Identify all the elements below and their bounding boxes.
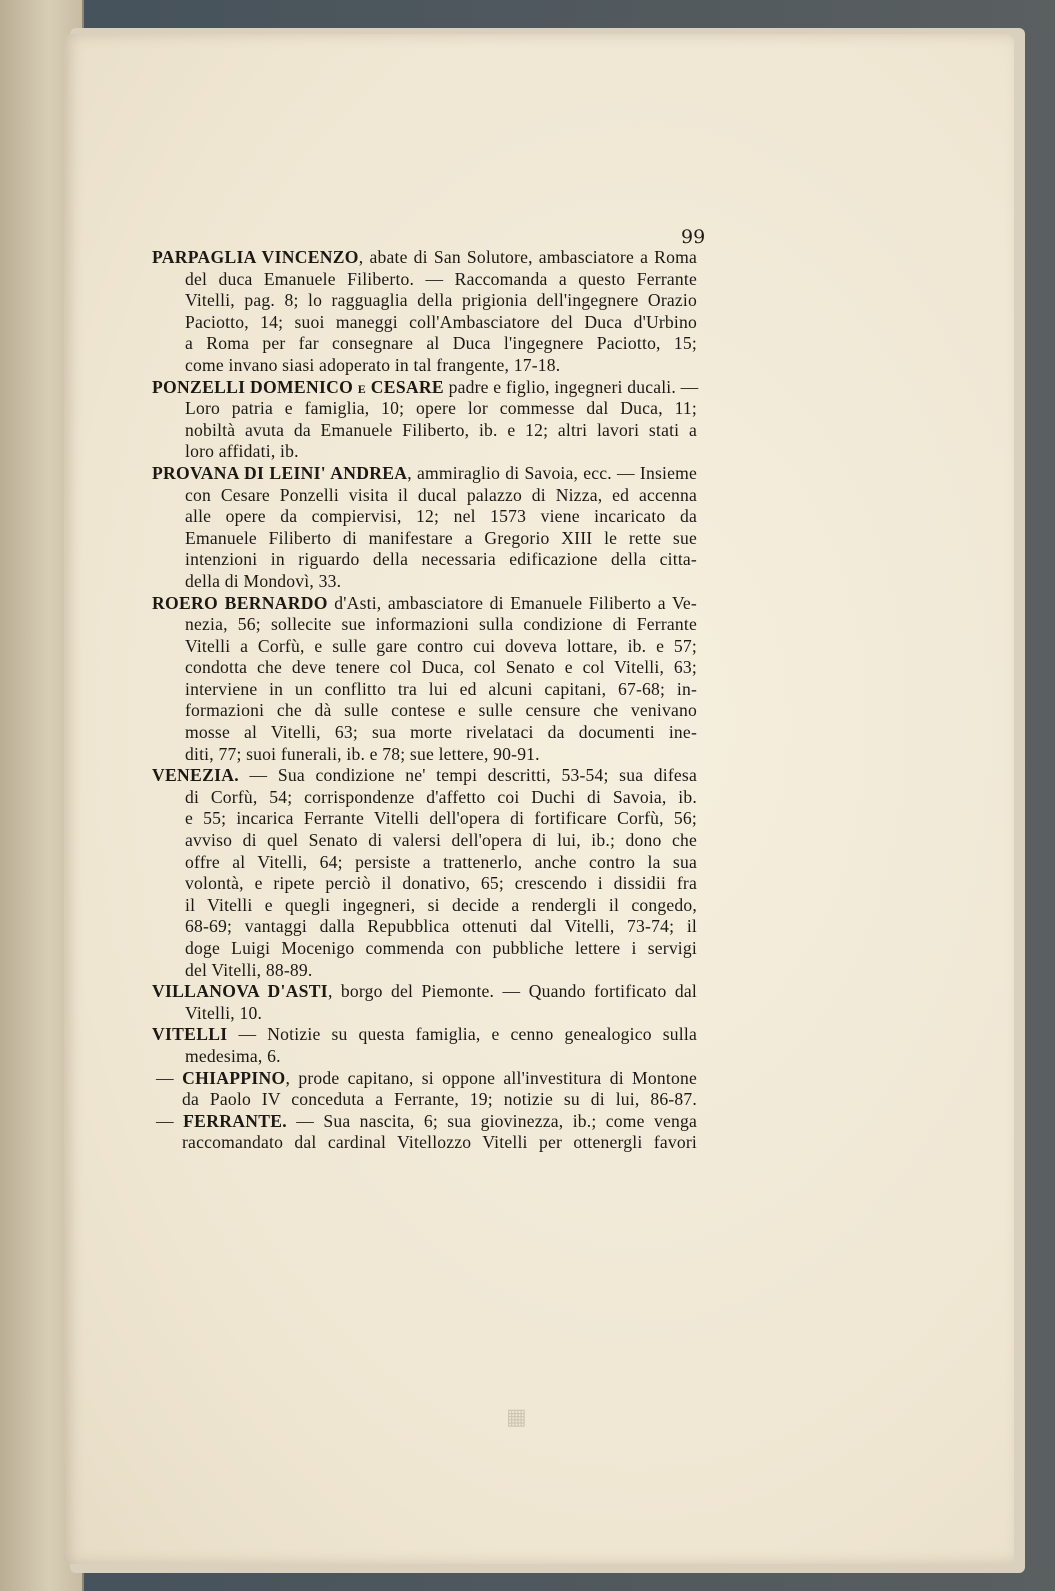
entry-heading: PARPAGLIA VINCENZO (152, 247, 359, 267)
index-entries (152, 247, 697, 1154)
entry-line: doge Luigi Mocenigo commenda con pubbliche lettere i servigi (185, 938, 697, 958)
entry-line: loro affidati, ib. (185, 441, 299, 462)
entry-line: Paciotto, 14; suoi maneggi coll'Ambasciatore del Duca d'Urbino (185, 311, 697, 332)
entry-heading: VENEZIA. (152, 765, 239, 786)
entry-line: offre al Vitelli, 64; persiste a trattenerlo, anche contro la sua (185, 851, 697, 872)
entry-first-line: VENEZIA. — Sua condizione ne' tempi descritti, 53-54; sua difesa (152, 765, 697, 786)
index-entry (152, 765, 697, 981)
index-entry (152, 1024, 697, 1067)
entry-first-line: PROVANA DI LEINI' ANDREA, ammiraglio di Savoia, ecc. — Insieme (152, 462, 698, 483)
entry-line: con Cesare Ponzelli visita il ducal palazzo di Nizza, ed accenna (185, 484, 697, 505)
entry-heading: FERRANTE. (183, 1110, 287, 1131)
entry-first-line: VILLANOVA D'ASTI, borgo del Piemonte. — Quando fortificato dal (152, 981, 697, 1002)
faint-library-stamp-icon: ▦ (506, 1405, 527, 1430)
entry-line: nobiltà avuta da Emanuele Filiberto, ib. e 12; altri lavori stati a (185, 419, 697, 440)
entry-first-line: — FERRANTE. — Sua nascita, 6; sua giovinezza, ib.; come venga (156, 1110, 697, 1131)
entry-line: della di Mondovì, 33. (185, 570, 342, 591)
entry-line: e 55; incarica Ferrante Vitelli dell'opera di fortificare Corfù, 56; (185, 808, 697, 829)
entry-line: 68-69; vantaggi dalla Repubblica ottenuti dal Vitelli, 73-74; il (185, 916, 697, 937)
entry-first-line: PARPAGLIA VINCENZO, abate di San Solutore, ambasciatore a Roma (152, 247, 697, 267)
entry-first-line: VITELLI — Notizie su questa famiglia, e cenno genealogico sulla (152, 1024, 697, 1045)
entry-line: Emanuele Filiberto di manifestare a Gregorio XIII le rette sue (185, 527, 697, 548)
entry-line: come invano siasi adoperato in tal frangente, 17-18. (185, 354, 561, 375)
entry-line: da Paolo IV conceduta a Ferrante, 19; notizie su di lui, 86-87. (182, 1089, 697, 1110)
index-entry (152, 981, 697, 1024)
index-entry (152, 377, 697, 463)
page-number: 99 (681, 226, 706, 248)
entry-first-line: PONZELLI DOMENICO e CESARE padre e figlio, ingegneri ducali. — (152, 376, 699, 397)
index-subentry (152, 1068, 697, 1111)
entry-line: alle opere da compiervisi, 12; nel 1573 viene incaricato da (185, 506, 697, 527)
entry-heading: VILLANOVA D'ASTI (152, 981, 328, 1002)
entry-line: a Roma per far consegnare al Duca l'ingegnere Paciotto, 15; (185, 333, 697, 354)
entry-line: avviso di quel Senato di valersi dell'opera di lui, ib.; dono che (185, 830, 697, 851)
index-entry (152, 463, 697, 593)
entry-line: del Vitelli, 88-89. (185, 959, 313, 980)
entry-line: Vitelli, pag. 8; lo ragguaglia della prigionia dell'ingegnere Orazio (185, 290, 697, 311)
index-entry (152, 247, 697, 377)
entry-first-line: ROERO BERNARDO d'Asti, ambasciatore di Emanuele Filiberto a Ve- (152, 592, 697, 613)
entry-heading: PROVANA DI LEINI' ANDREA (152, 462, 408, 483)
index-subentry (152, 1111, 697, 1154)
entry-heading: VITELLI (152, 1024, 228, 1045)
entry-line: nezia, 56; sollecite sue informazioni sulla condizione di Ferrante (185, 614, 697, 635)
entry-heading: PONZELLI DOMENICO e CESARE (152, 376, 444, 397)
entry-line: volontà, e ripete perciò il donativo, 65; crescendo i dissidii fra (185, 873, 697, 894)
entry-heading: ROERO BERNARDO (152, 592, 328, 613)
entry-line: Vitelli a Corfù, e sulle gare contro cui doveva lottare, ib. e 57; (185, 635, 697, 656)
entry-line: di Corfù, 54; corrispondenze d'affetto coi Duchi di Savoia, ib. (185, 786, 697, 807)
entry-line: medesima, 6. (185, 1045, 281, 1066)
entry-heading: CHIAPPINO (182, 1067, 286, 1088)
entry-line: formazioni che dà sulle contese e sulle censure che venivano (185, 700, 697, 721)
entry-line: diti, 77; suoi funerali, ib. e 78; sue lettere, 90-91. (185, 743, 540, 764)
entry-line: condotta che deve tenere col Duca, col Senato e col Vitelli, 63; (185, 657, 697, 678)
entry-line: Loro patria e famiglia, 10; opere lor commesse dal Duca, 11; (185, 398, 697, 419)
entry-line: intenzioni in riguardo della necessaria edificazione della citta- (185, 549, 697, 570)
entry-line: del duca Emanuele Filiberto. — Raccomanda a questo Ferrante (185, 268, 697, 289)
entry-line: mosse al Vitelli, 63; sua morte rivelataci da documenti ine- (185, 722, 697, 743)
entry-line: il Vitelli e quegli ingegneri, si decide a rendergli il congedo, (185, 894, 697, 915)
entry-line: Vitelli, 10. (185, 1002, 263, 1023)
index-entry (152, 593, 697, 766)
entry-line: raccomandato dal cardinal Vitellozzo Vitelli per ottenergli favori (182, 1132, 697, 1153)
entry-line: interviene in un conflitto tra lui ed alcuni capitani, 67-68; in- (185, 678, 697, 699)
entry-first-line: — CHIAPPINO, prode capitano, si oppone all'investitura di Montone (156, 1067, 697, 1088)
